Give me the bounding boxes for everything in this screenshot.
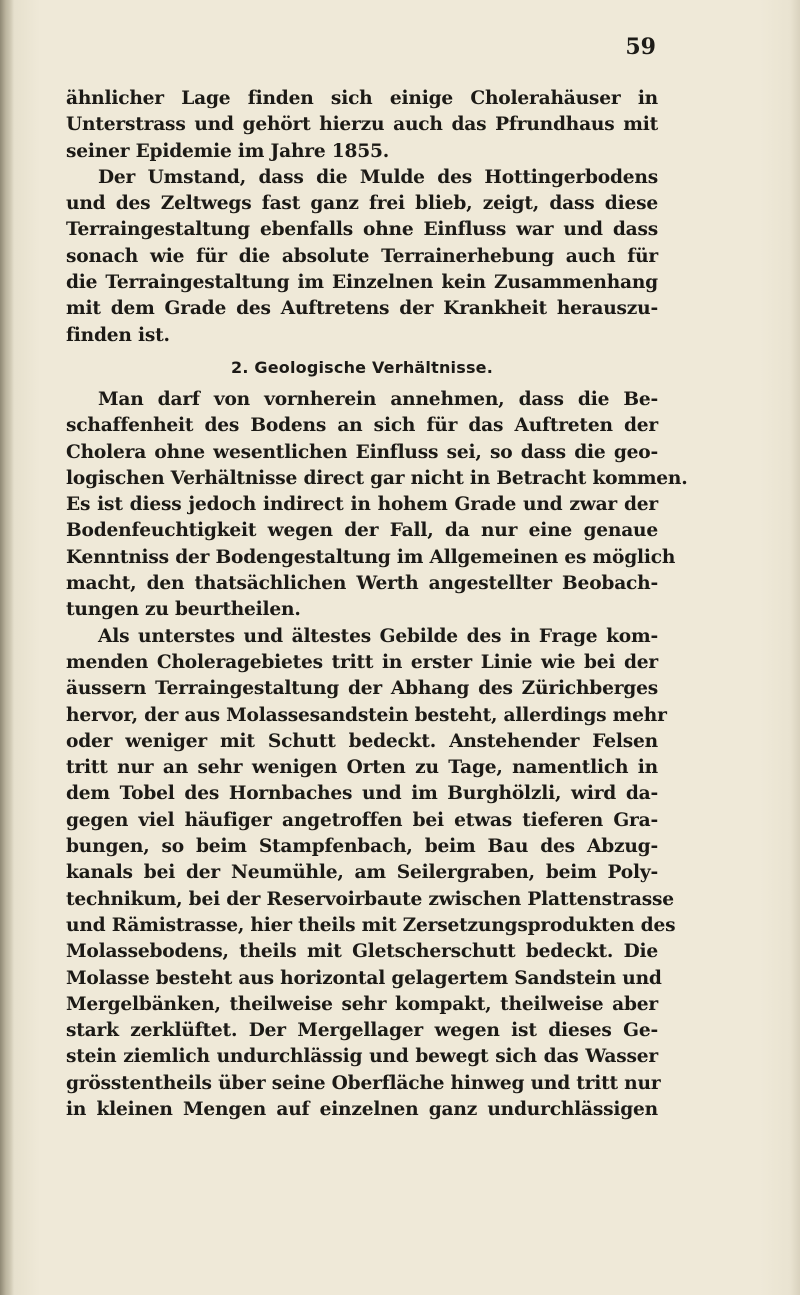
text-line: menden Choleragebietes tritt in erster Linie wie bei der [66, 651, 658, 673]
spine-shadow [0, 0, 14, 1295]
section-heading: 2. Geologische Verhältnisse. [230, 357, 493, 377]
text-line: Bodenfeuchtigkeit wegen der Fall, da nur eine genaue [66, 520, 658, 542]
body-text [66, 86, 688, 1123]
text-line: logischen Verhältnisse direct gar nicht in Betracht kommen. [66, 467, 688, 489]
text-line: Molasse besteht aus horizontal gelagertem Sandstein und [66, 967, 662, 989]
text-line: äussern Terraingestaltung der Abhang des Zürichberges [66, 678, 658, 700]
paragraph [66, 86, 658, 165]
text-line: Mergelbänken, theilweise sehr kompakt, theilweise aber [66, 993, 658, 1015]
text-line: kanals bei der Neumühle, am Seilergraben, beim Poly- [66, 862, 658, 884]
text-line: und Rämistrasse, hier theils mit Zersetzungsprodukten des [66, 914, 676, 936]
page-number: 59 [625, 34, 656, 60]
text-line: hervor, der aus Molassesandstein besteht, allerdings mehr [66, 704, 667, 726]
text-line: und des Zeltwegs fast ganz frei blieb, zeigt, dass diese [66, 193, 658, 215]
text-line: bungen, so beim Stampfenbach, beim Bau des Abzug- [66, 836, 658, 858]
text-line: macht, den thatsächlichen Werth angestellter Beobach- [66, 573, 658, 595]
text-line: Der Umstand, dass die Mulde des Hottingerbodens [98, 166, 658, 188]
text-line: grösstentheils über seine Oberfläche hinweg und tritt nur [66, 1072, 661, 1094]
text-line: Unterstrass und gehört hierzu auch das Pfrundhaus mit [66, 114, 658, 136]
text-line: Cholera ohne wesentlichen Einfluss sei, so dass die geo- [66, 441, 658, 463]
text-line: stein ziemlich undurchlässig und bewegt sich das Wasser [66, 1046, 658, 1068]
text-line: gegen viel häufiger angetroffen bei etwas tieferen Gra- [66, 809, 658, 831]
text-line: ähnlicher Lage finden sich einige Cholerahäuser in [66, 88, 658, 109]
text-line: Kenntniss der Bodengestaltung im Allgemeinen es möglich [66, 546, 676, 568]
text-line: mit dem Grade des Auftretens der Krankheit herauszu- [66, 298, 658, 320]
text-line: oder weniger mit Schutt bedeckt. Anstehender Felsen [66, 730, 658, 752]
text-line: seiner Epidemie im Jahre 1855. [66, 140, 389, 162]
text-line: dem Tobel des Hornbaches und im Burghölzli, wird da- [66, 783, 658, 805]
text-line: finden ist. [66, 324, 170, 346]
text-line: sonach wie für die absolute Terrainerhebung auch für [66, 245, 658, 267]
text-line: schaffenheit des Bodens an sich für das Auftreten der [66, 415, 658, 437]
text-line: Molassebodens, theils mit Gletscherschutt bedeckt. Die [66, 941, 658, 963]
text-line: die Terraingestaltung im Einzelnen kein Zusammenhang [66, 272, 658, 294]
text-line: technikum, bei der Reservoirbaute zwischen Plattenstrasse [66, 888, 674, 910]
text-line: stark zerklüftet. Der Mergellager wegen ist dieses Ge- [66, 1020, 658, 1042]
text-line: Man darf von vornherein annehmen, dass die Be- [98, 388, 658, 410]
paragraph [66, 387, 688, 624]
paragraph [66, 624, 676, 1124]
text-line: Es ist diess jedoch indirect in hohem Grade und zwar der [66, 494, 658, 516]
text-line: Terraingestaltung ebenfalls ohne Einfluss war und dass [66, 219, 658, 241]
text-line: Als unterstes und ältestes Gebilde des in Frage kom- [98, 625, 658, 647]
text-line: tritt nur an sehr wenigen Orten zu Tage, namentlich in [66, 757, 658, 779]
text-line: in kleinen Mengen auf einzelnen ganz undurchlässigen [66, 1098, 658, 1120]
paragraph [66, 165, 658, 349]
text-line: tungen zu beurtheilen. [66, 599, 301, 621]
